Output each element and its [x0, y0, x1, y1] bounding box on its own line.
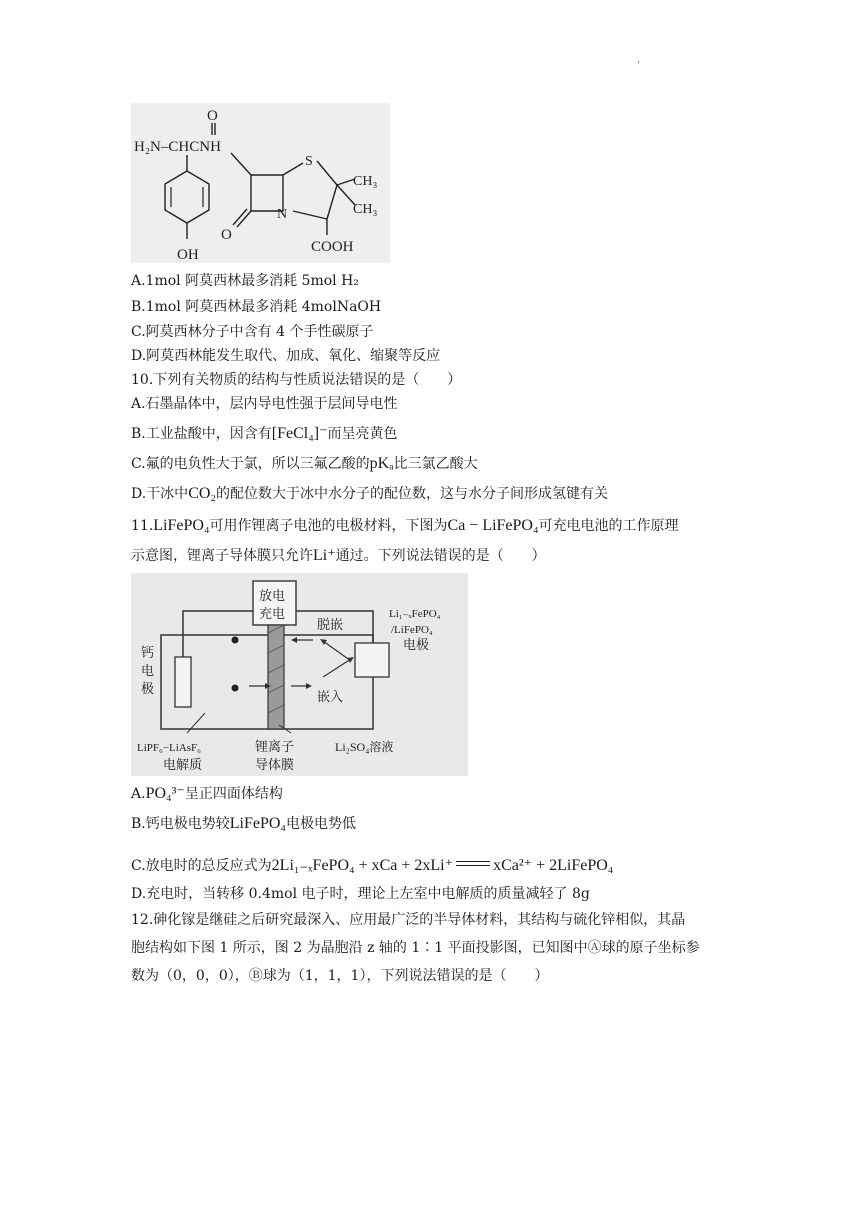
q9-option-a: A.1mol 阿莫西林最多消耗 5mol H₂ — [131, 273, 359, 289]
q12-stem-line1: 12.砷化镓是继硅之后研究最深入、应用最广泛的半导体材料，其结构与硫化锌相似，其晶 — [131, 912, 686, 928]
ca-electrode-char3: 极 — [141, 681, 155, 696]
q11-c-eq-left: 2Li₁₋ₓFePO₄ + xCa + 2xLi⁺ — [271, 857, 454, 874]
solution-label: Li₂SO₄溶液 — [335, 740, 394, 754]
q10-option-b — [131, 424, 398, 444]
charge-label: 充电 — [259, 606, 286, 621]
ca-electrode-char1: 钙 — [141, 645, 155, 660]
q10-c-pka: pKₐ — [369, 455, 394, 472]
q10-stem: 10.下列有关物质的结构与性质说法错误的是（ ） — [131, 372, 462, 388]
q11-c-eq-right: xCa²⁺ + 2LiFePO₄ — [493, 857, 614, 874]
q11-formula-lifepo4: LiFePO₄ — [153, 517, 210, 534]
battery-diagram-svg — [131, 573, 468, 776]
discharge-label: 放电 — [259, 588, 286, 603]
q11-c-prefix: C.放电时的总反应式为 — [131, 858, 272, 874]
q10-c-suffix: 比三氯乙酸大 — [393, 456, 478, 472]
q10-d-suffix: 的配位数大于冰中水分子的配位数，这与水分子间形成氢键有关 — [216, 486, 608, 502]
insert-label: 嵌入 — [317, 689, 344, 704]
q11-number: 11. — [131, 518, 154, 534]
q11-a-ion: PO₄³⁻ — [145, 785, 185, 802]
s-atom-label: S — [305, 154, 313, 169]
q11-option-a — [131, 784, 283, 804]
q10-b-prefix: B.工业盐酸中，因含有 — [131, 426, 272, 442]
amoxicillin-structure-figure — [131, 103, 390, 263]
cooh-label: COOH — [311, 239, 354, 255]
q11-l2-prefix: 示意图，锂离子导体膜只允许 — [131, 548, 313, 564]
n-atom-label: N — [277, 207, 288, 222]
h2n-chcnh-label: H₂N–CHCNH — [134, 139, 221, 155]
electrolyte-formula-label: LiPF₆−LiAsF₆ — [137, 742, 202, 754]
cathode-electrode-label: 电极 — [403, 637, 430, 652]
ca-electrode-char2: 电 — [141, 663, 155, 678]
q9-option-c: C.阿莫西林分子中含有 4 个手性碳原子 — [131, 324, 374, 340]
q11-option-d: D.充电时，当转移 0.4mol 电子时，理论上左室中电解质的质量减轻了 8g — [131, 886, 590, 902]
q11-a-suffix: 呈正四面体结构 — [184, 786, 283, 802]
cathode-formula2-label: /LiFePO₄ — [391, 624, 433, 636]
q11-formula-ca-lifepo4: Ca − LiFePO₄ — [447, 517, 539, 534]
electrolyte-label: 电解质 — [163, 757, 203, 772]
q10-b-suffix: 而呈亮黄色 — [327, 426, 398, 442]
cathode-formula1-label: Li₁₋ₓFePO₄ — [389, 608, 441, 620]
deinsert-label: 脱嵌 — [317, 617, 344, 632]
q10-c-prefix: C.氟的电负性大于氯，所以三氟乙酸的 — [131, 456, 370, 472]
q10-option-c — [131, 454, 478, 474]
q10-b-ion: [FeCl₄]⁻ — [271, 425, 328, 442]
q9-option-d: D.阿莫西林能发生取代、加成、氧化、缩聚等反应 — [131, 348, 441, 364]
q11-option-c — [131, 856, 613, 876]
corner-mark: ' — [637, 60, 640, 71]
q11-c-eq-sign — [456, 861, 490, 866]
q9-option-b: B.1mol 阿莫西林最多消耗 4molNaOH — [131, 299, 382, 315]
q11-l1-mid: 可用作锂离子电池的电极材料，下图为 — [209, 518, 448, 534]
q11-a-prefix: A. — [131, 786, 146, 802]
q11-l2-post: 通过。下列说法错误的是（ ） — [335, 548, 546, 564]
ch3-bottom-label: CH₃ — [353, 202, 378, 217]
lactam-o-label: O — [221, 227, 232, 243]
membrane-label2: 导体膜 — [255, 757, 295, 772]
q10-option-a: A.石墨晶体中，层内导电性强于层间导电性 — [131, 396, 398, 412]
membrane-label1: 锂离子 — [255, 739, 295, 754]
q11-b-formula: LiFePO₄ — [229, 815, 286, 832]
q12-stem-line2: 胞结构如下图 1 所示，图 2 为晶胞沿 z 轴的 1∶1 平面投影图，已知图中Ⓐ球的原子坐标参 — [131, 940, 700, 956]
q10-d-co2: CO₂ — [188, 485, 216, 502]
q11-b-prefix: B.钙电极电势较 — [131, 816, 230, 832]
q11-stem-line1 — [131, 516, 679, 536]
ch3-top-label: CH₃ — [353, 174, 378, 189]
q11-b-suffix: 电极电势低 — [286, 816, 356, 832]
q11-stem-line2 — [131, 546, 546, 566]
oh-label: OH — [177, 247, 199, 263]
amoxicillin-structure-svg — [131, 103, 390, 263]
q12-stem-line3: 数为（0，0，0），Ⓑ球为（1，1，1），下列说法错误的是（ ） — [131, 968, 549, 984]
carbonyl-o-label: O — [207, 108, 218, 124]
battery-diagram-figure — [131, 573, 468, 776]
q10-option-d — [131, 484, 608, 504]
q10-d-prefix: D.干冰中 — [131, 486, 189, 502]
q11-option-b — [131, 814, 356, 834]
q11-l1-post: 可充电电池的工作原理 — [538, 518, 679, 534]
q11-li-ion: Li⁺ — [313, 547, 336, 564]
